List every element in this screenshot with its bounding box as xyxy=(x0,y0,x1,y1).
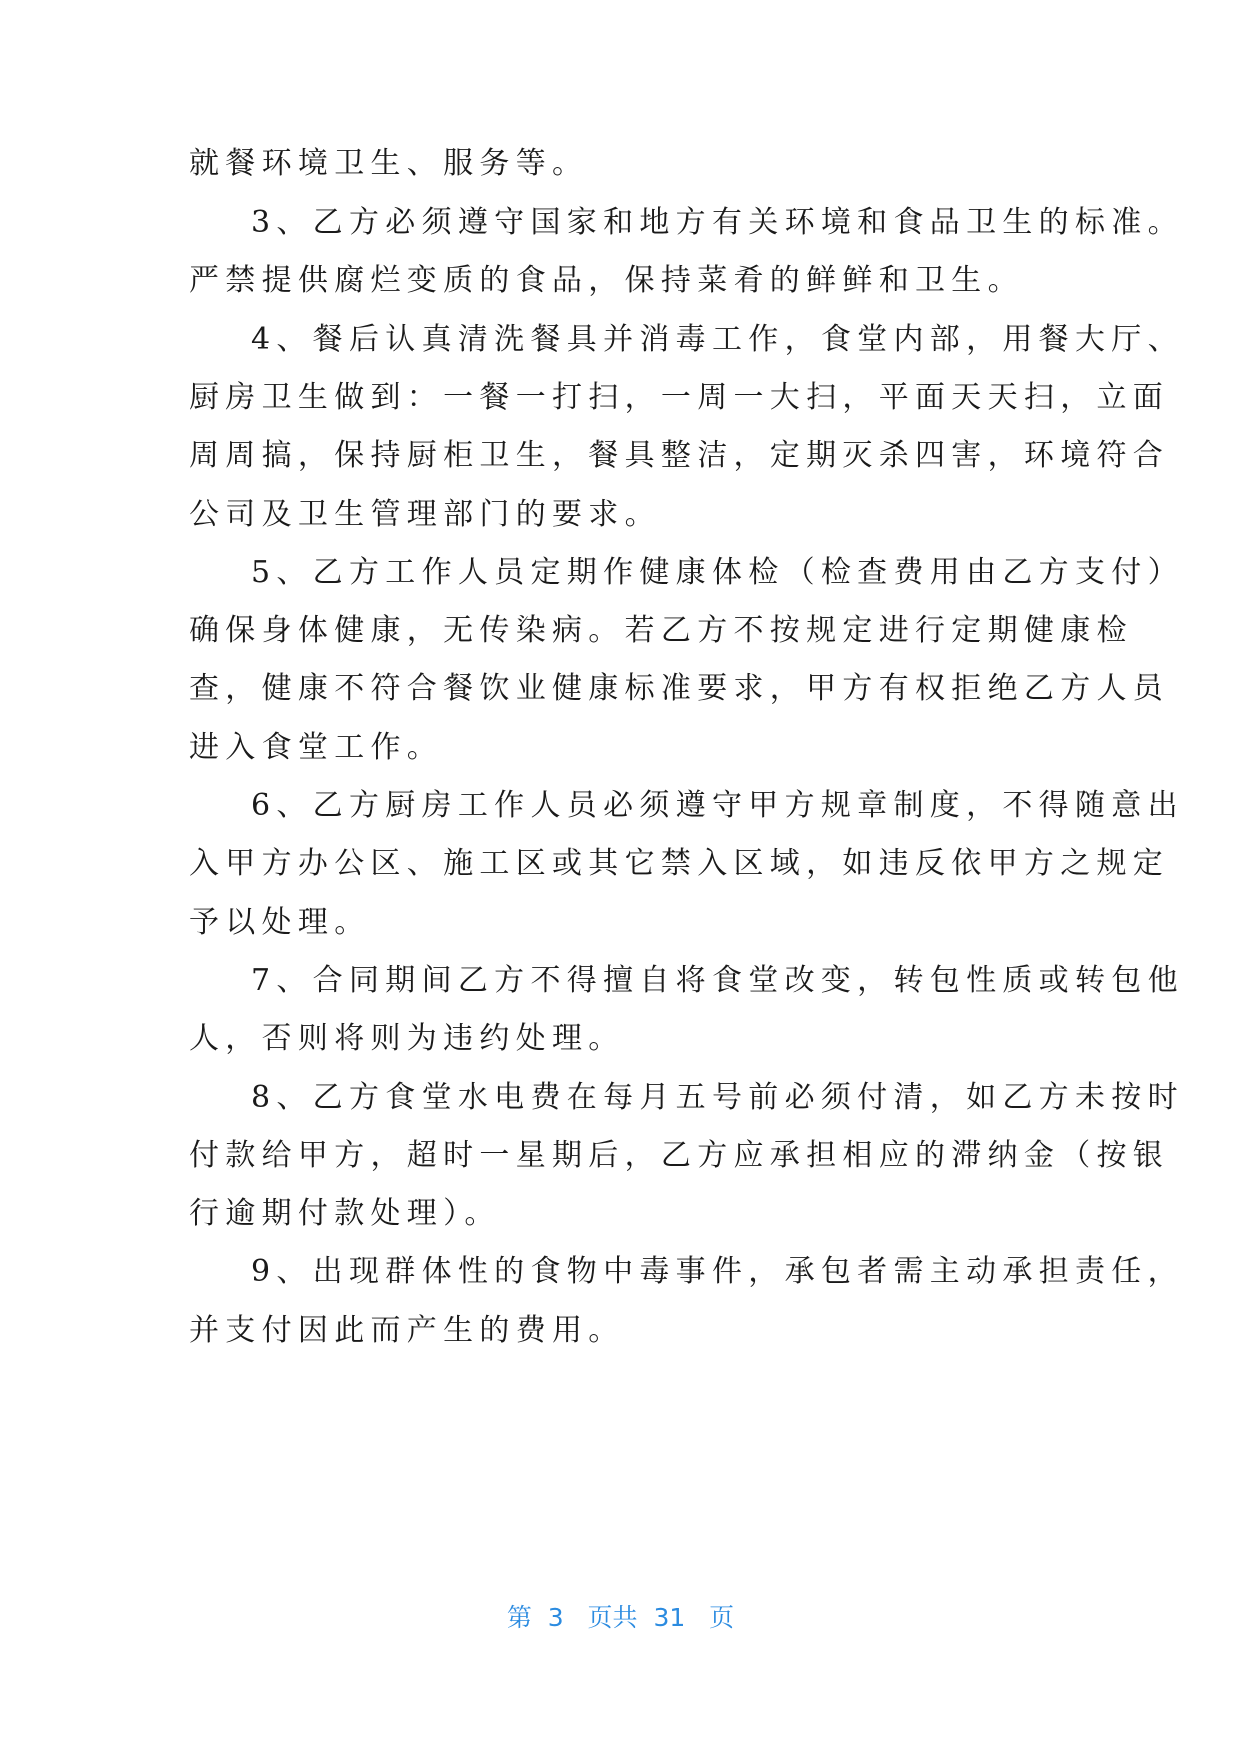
paragraph-line: 就餐环境卫生、服务等。 xyxy=(189,146,589,181)
paragraph-line: 7、合同期间乙方不得擅自将食堂改变，转包性质或转包他 xyxy=(251,963,1184,998)
paragraph-line: 并支付因此而产生的费用。 xyxy=(189,1313,625,1348)
paragraph-line: 付款给甲方，超时一星期后，乙方应承担相应的滞纳金（按银 xyxy=(189,1138,1170,1173)
paragraph-line: 3、乙方必须遵守国家和地方有关环境和食品卫生的标准。 xyxy=(251,205,1184,240)
paragraph-line: 查，健康不符合餐饮业健康标准要求，甲方有权拒绝乙方人员 xyxy=(189,671,1170,706)
paragraph-line: 8、乙方食堂水电费在每月五号前必须付清，如乙方未按时 xyxy=(251,1080,1184,1115)
paragraph-line: 5、乙方工作人员定期作健康体检（检查费用由乙方支付） xyxy=(251,555,1184,590)
page-number-footer: 第 3 页共 31 页 xyxy=(506,1603,735,1632)
paragraph-line: 人，否则将则为违约处理。 xyxy=(189,1021,625,1056)
paragraph-line: 公司及卫生管理部门的要求。 xyxy=(189,497,661,532)
paragraph-line: 6、乙方厨房工作人员必须遵守甲方规章制度，不得随意出 xyxy=(251,788,1184,823)
paragraph-line: 予以处理。 xyxy=(189,905,371,940)
paragraph-line: 厨房卫生做到：一餐一打扫，一周一大扫，平面天天扫，立面 xyxy=(189,380,1170,415)
paragraph-line: 9、出现群体性的食物中毒事件，承包者需主动承担责任， xyxy=(251,1254,1184,1289)
paragraph-line: 入甲方办公区、施工区或其它禁入区域，如违反依甲方之规定 xyxy=(189,846,1170,881)
paragraph-line: 严禁提供腐烂变质的食品，保持菜肴的鲜鲜和卫生。 xyxy=(189,263,1024,298)
paragraph-line: 行逾期付款处理）。 xyxy=(189,1196,501,1231)
paragraph-line: 进入食堂工作。 xyxy=(189,730,444,765)
paragraph-line: 周周搞，保持厨柜卫生，餐具整洁，定期灭杀四害，环境符合 xyxy=(189,438,1170,473)
paragraph-line: 4、餐后认真清洗餐具并消毒工作，食堂内部，用餐大厅、 xyxy=(251,322,1184,357)
paragraph-line: 确保身体健康，无传染病。若乙方不按规定进行定期健康检 xyxy=(189,613,1133,648)
